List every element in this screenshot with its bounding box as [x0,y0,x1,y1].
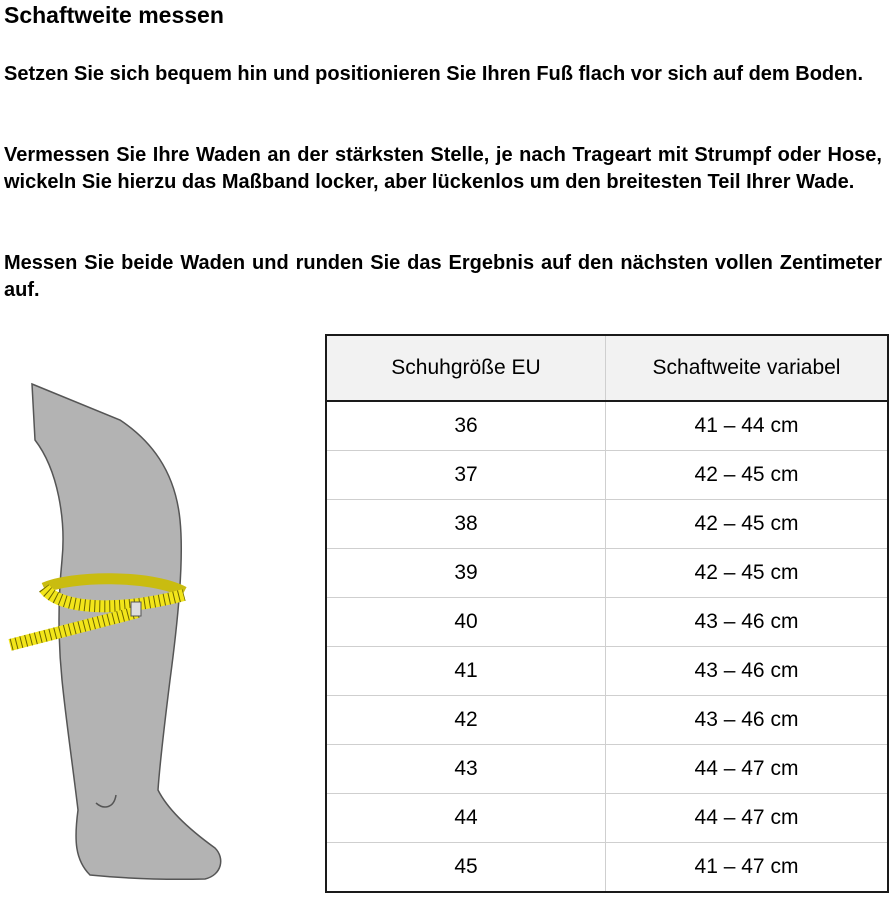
column-header-shaft-width: Schaftweite variabel [606,335,889,401]
cell-shaft-width: 43 – 46 cm [606,696,889,745]
cell-shoe-size: 39 [326,549,606,598]
cell-shoe-size: 36 [326,401,606,451]
table-row [326,451,888,500]
cell-shoe-size: 45 [326,843,606,893]
cell-shaft-width: 41 – 47 cm [694,855,799,878]
table-row [326,647,888,696]
cell-shaft-width: 44 – 47 cm [606,794,889,843]
cell-shaft-width: 44 – 47 cm [606,745,889,794]
table-row [326,500,888,549]
cell-shoe-size: 40 [326,598,606,647]
instruction-paragraph-3: Messen Sie beide Waden und runden Sie das Ergebnis auf den nächsten vollen Zentimeter auf. [4,252,882,301]
cell-shaft-width: 43 – 46 cm [606,647,889,696]
table-row [326,401,888,451]
cell-shoe-size: 43 [326,745,606,794]
size-table [325,334,889,893]
cell-shoe-size: 37 [326,451,606,500]
cell-shaft-width: 41 – 44 cm [606,401,889,451]
table-row [326,794,888,843]
cell-shaft-width: 42 – 45 cm [606,500,889,549]
cell-shoe-size: 44 [326,794,606,843]
instruction-paragraph-1: Setzen Sie sich bequem hin und positionieren Sie Ihren Fuß flach vor sich auf dem Boden. [4,63,864,85]
table-row [326,549,888,598]
table-row [326,843,888,893]
cell-shoe-size: 42 [326,696,606,745]
cell-shoe-size: 41 [326,647,606,696]
table-header-row [326,335,888,401]
cell-shaft-width: 42 – 45 cm [606,451,889,500]
leg-measuring-tape-icon [0,380,300,900]
page-title: Schaftweite messen [4,2,224,28]
instruction-paragraph-2: Vermessen Sie Ihre Waden an der stärksten Stelle, je nach Trageart mit Strumpf oder Hose, wickeln Sie hierzu das Maßband locker, aber lückenlos um den breitesten Teil Ihrer Wade. [4,144,882,193]
cell-shaft-width: 43 – 46 cm [606,598,889,647]
table-row [326,745,888,794]
table-row [326,598,888,647]
cell-shoe-size: 38 [326,500,606,549]
cell-shaft-width: 42 – 45 cm [606,549,889,598]
column-header-shoe-size: Schuhgröße EU [326,335,606,401]
table-row [326,696,888,745]
